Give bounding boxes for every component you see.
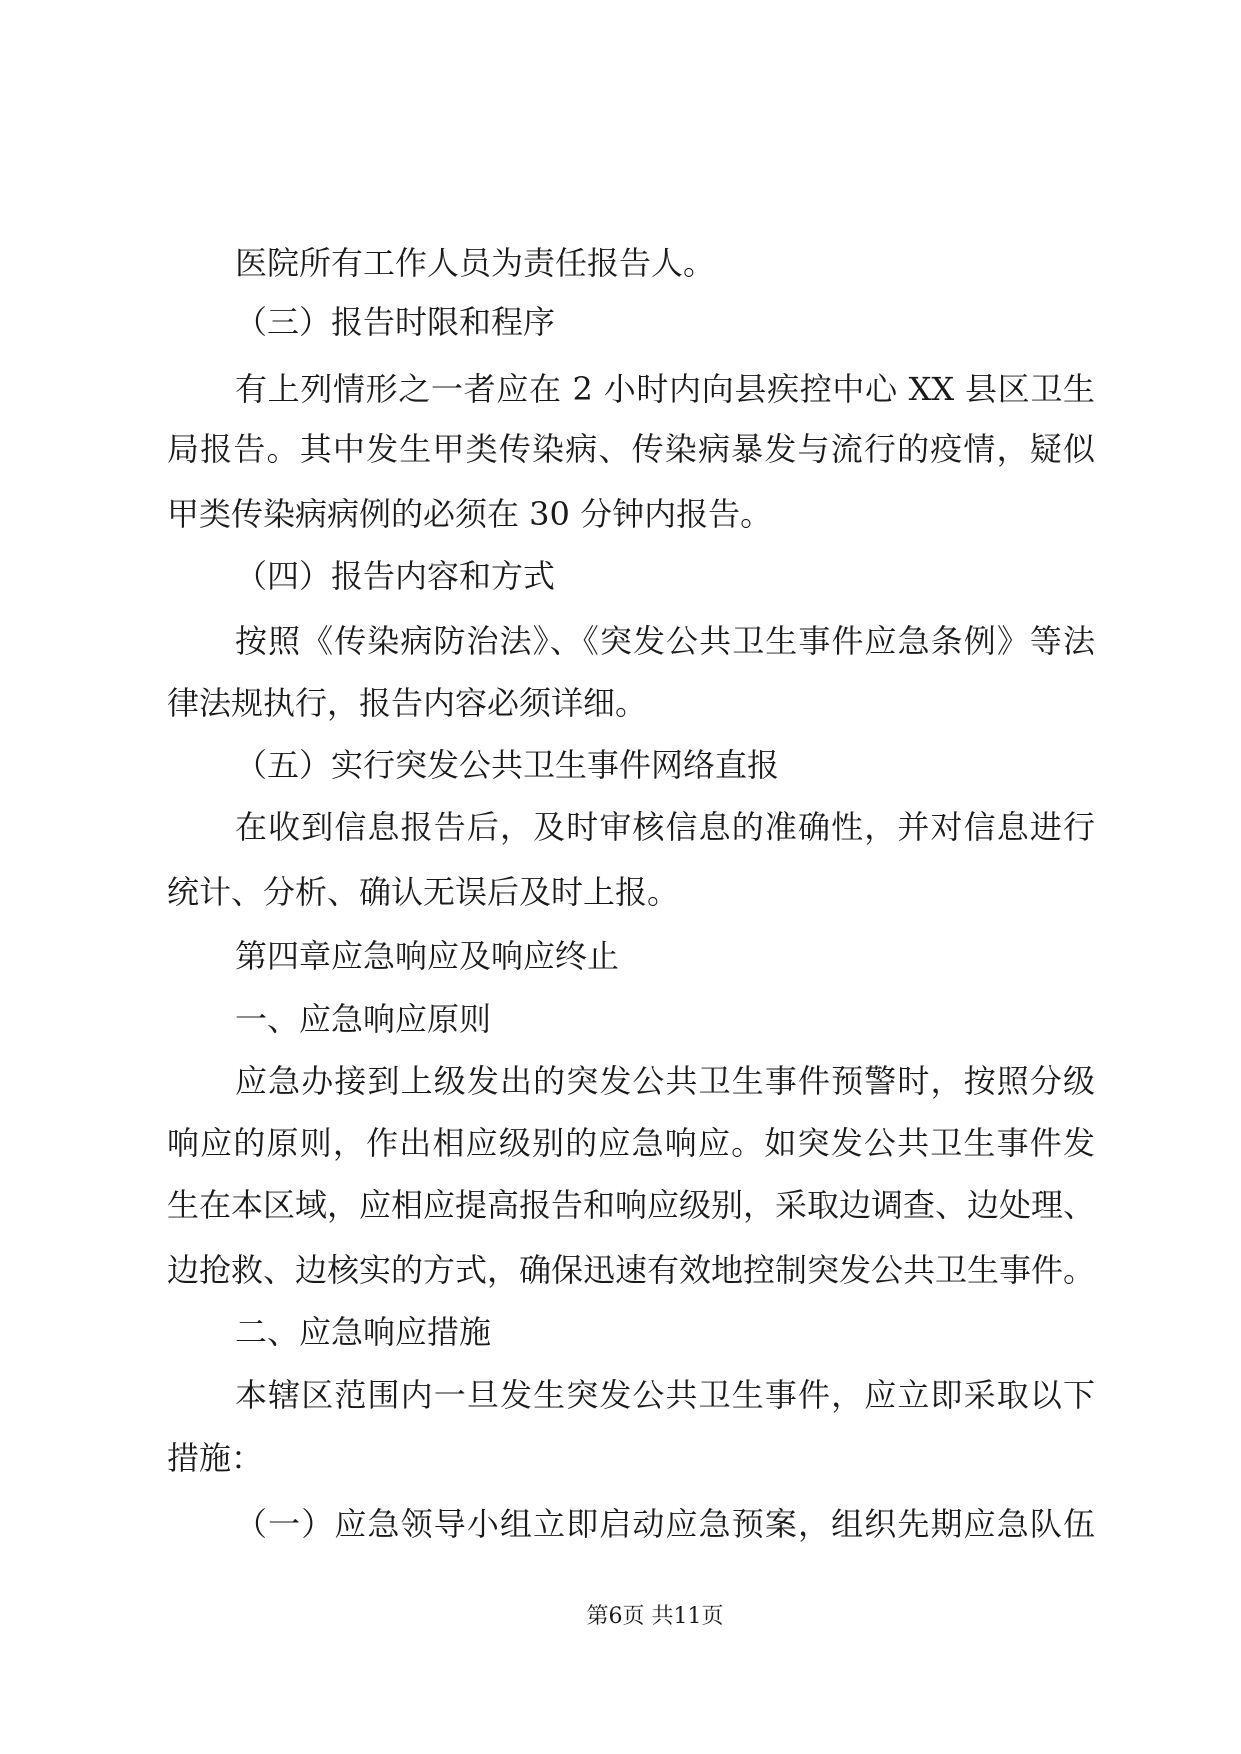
section-heading: （五）实行突发公共卫生事件网络直报 bbox=[235, 746, 780, 784]
chapter-heading: 第四章应急响应及响应终止 bbox=[235, 937, 620, 975]
text-line: 医院所有工作人员为责任报告人。 bbox=[235, 244, 716, 282]
text-line: 按照《传染病防治法》、《突发公共卫生事件应急条例》等法 bbox=[235, 622, 1095, 660]
text-line: 有上列情形之一者应在 2 小时内向县疾控中心 XX 县区卫生 bbox=[235, 370, 1095, 408]
text-line: 应急办接到上级发出的突发公共卫生事件预警时，按照分级 bbox=[235, 1062, 1095, 1100]
section-heading: （三）报告时限和程序 bbox=[235, 303, 556, 341]
text-line: 措施： bbox=[167, 1439, 264, 1477]
text-line: 甲类传染病病例的必须在 30 分钟内报告。 bbox=[167, 495, 773, 533]
text-line: 统计、分析、确认无误后及时上报。 bbox=[167, 873, 680, 911]
page-number-footer: 第6页 共11页 bbox=[586, 1604, 724, 1629]
text-line: 响应的原则，作出相应级别的应急响应。如突发公共卫生事件发 bbox=[167, 1124, 1095, 1162]
section-heading: （四）报告内容和方式 bbox=[235, 557, 556, 595]
text-line: 边抢救、边核实的方式，确保迅速有效地控制突发公共卫生事件。 bbox=[167, 1251, 1096, 1289]
text-line: 局报告。其中发生甲类传染病、传染病暴发与流行的疫情，疑似 bbox=[167, 430, 1095, 468]
section-heading: 二、应急响应措施 bbox=[235, 1313, 492, 1351]
text-line: （一）应急领导小组立即启动应急预案，组织先期应急队伍 bbox=[235, 1505, 1095, 1543]
text-line: 本辖区范围内一旦发生突发公共卫生事件，应立即采取以下 bbox=[235, 1376, 1095, 1414]
section-heading: 一、应急响应原则 bbox=[235, 1000, 492, 1038]
text-line: 生在本区域，应相应提高报告和响应级别，采取边调查、边处理、 bbox=[167, 1186, 1096, 1224]
text-line: 在收到信息报告后，及时审核信息的准确性，并对信息进行 bbox=[235, 808, 1095, 846]
text-line: 律法规执行，报告内容必须详细。 bbox=[167, 684, 648, 722]
